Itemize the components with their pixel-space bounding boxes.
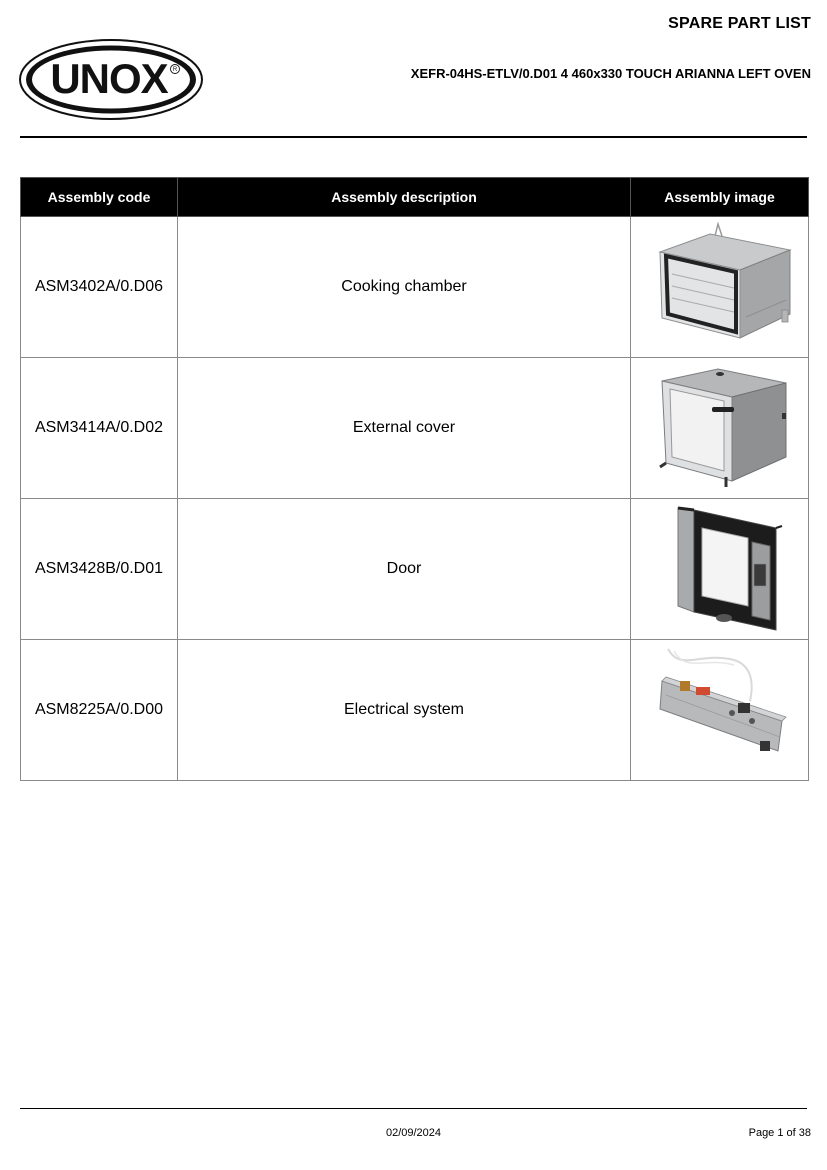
assembly-description-cell: External cover xyxy=(178,358,631,499)
table-row xyxy=(21,217,809,358)
unox-logo xyxy=(18,38,204,121)
assembly-description-cell: Door xyxy=(178,499,631,640)
assembly-image-cell xyxy=(631,358,809,499)
header-divider xyxy=(20,136,807,138)
electrical-system-image xyxy=(640,643,800,777)
table-row xyxy=(21,499,809,640)
cooking-chamber-image xyxy=(640,222,800,352)
column-header-assembly-description: Assembly description xyxy=(178,178,631,217)
assembly-code-cell: ASM3428B/0.D01 xyxy=(21,499,178,640)
column-header-assembly-image: Assembly image xyxy=(631,178,809,217)
table-row xyxy=(21,358,809,499)
assembly-description-cell: Electrical system xyxy=(178,640,631,781)
table-header-row xyxy=(21,178,809,217)
footer-date: 02/09/2024 xyxy=(385,1127,442,1139)
assembly-code-cell: ASM3414A/0.D02 xyxy=(21,358,178,499)
assembly-image-cell xyxy=(631,499,809,640)
column-header-assembly-code: Assembly code xyxy=(21,178,178,217)
svg-text:R: R xyxy=(172,67,178,74)
door-image xyxy=(640,502,800,636)
page-number: Page 1 of 38 xyxy=(748,1127,811,1139)
assembly-image-cell xyxy=(631,640,809,781)
assembly-code-cell: ASM8225A/0.D00 xyxy=(21,640,178,781)
assembly-description-cell: Cooking chamber xyxy=(178,217,631,358)
spare-parts-table xyxy=(20,177,809,781)
table-row xyxy=(21,640,809,781)
external-cover-image xyxy=(640,363,800,493)
document-subtitle: XEFR-04HS-ETLV/0.D01 4 460x330 TOUCH ARIANNA LEFT OVEN xyxy=(410,66,811,81)
footer-divider xyxy=(20,1108,807,1109)
assembly-image-cell xyxy=(631,217,809,358)
svg-text:UNOX: UNOX xyxy=(50,55,168,102)
assembly-code-cell: ASM3402A/0.D06 xyxy=(21,217,178,358)
document-title: SPARE PART LIST xyxy=(668,15,811,32)
